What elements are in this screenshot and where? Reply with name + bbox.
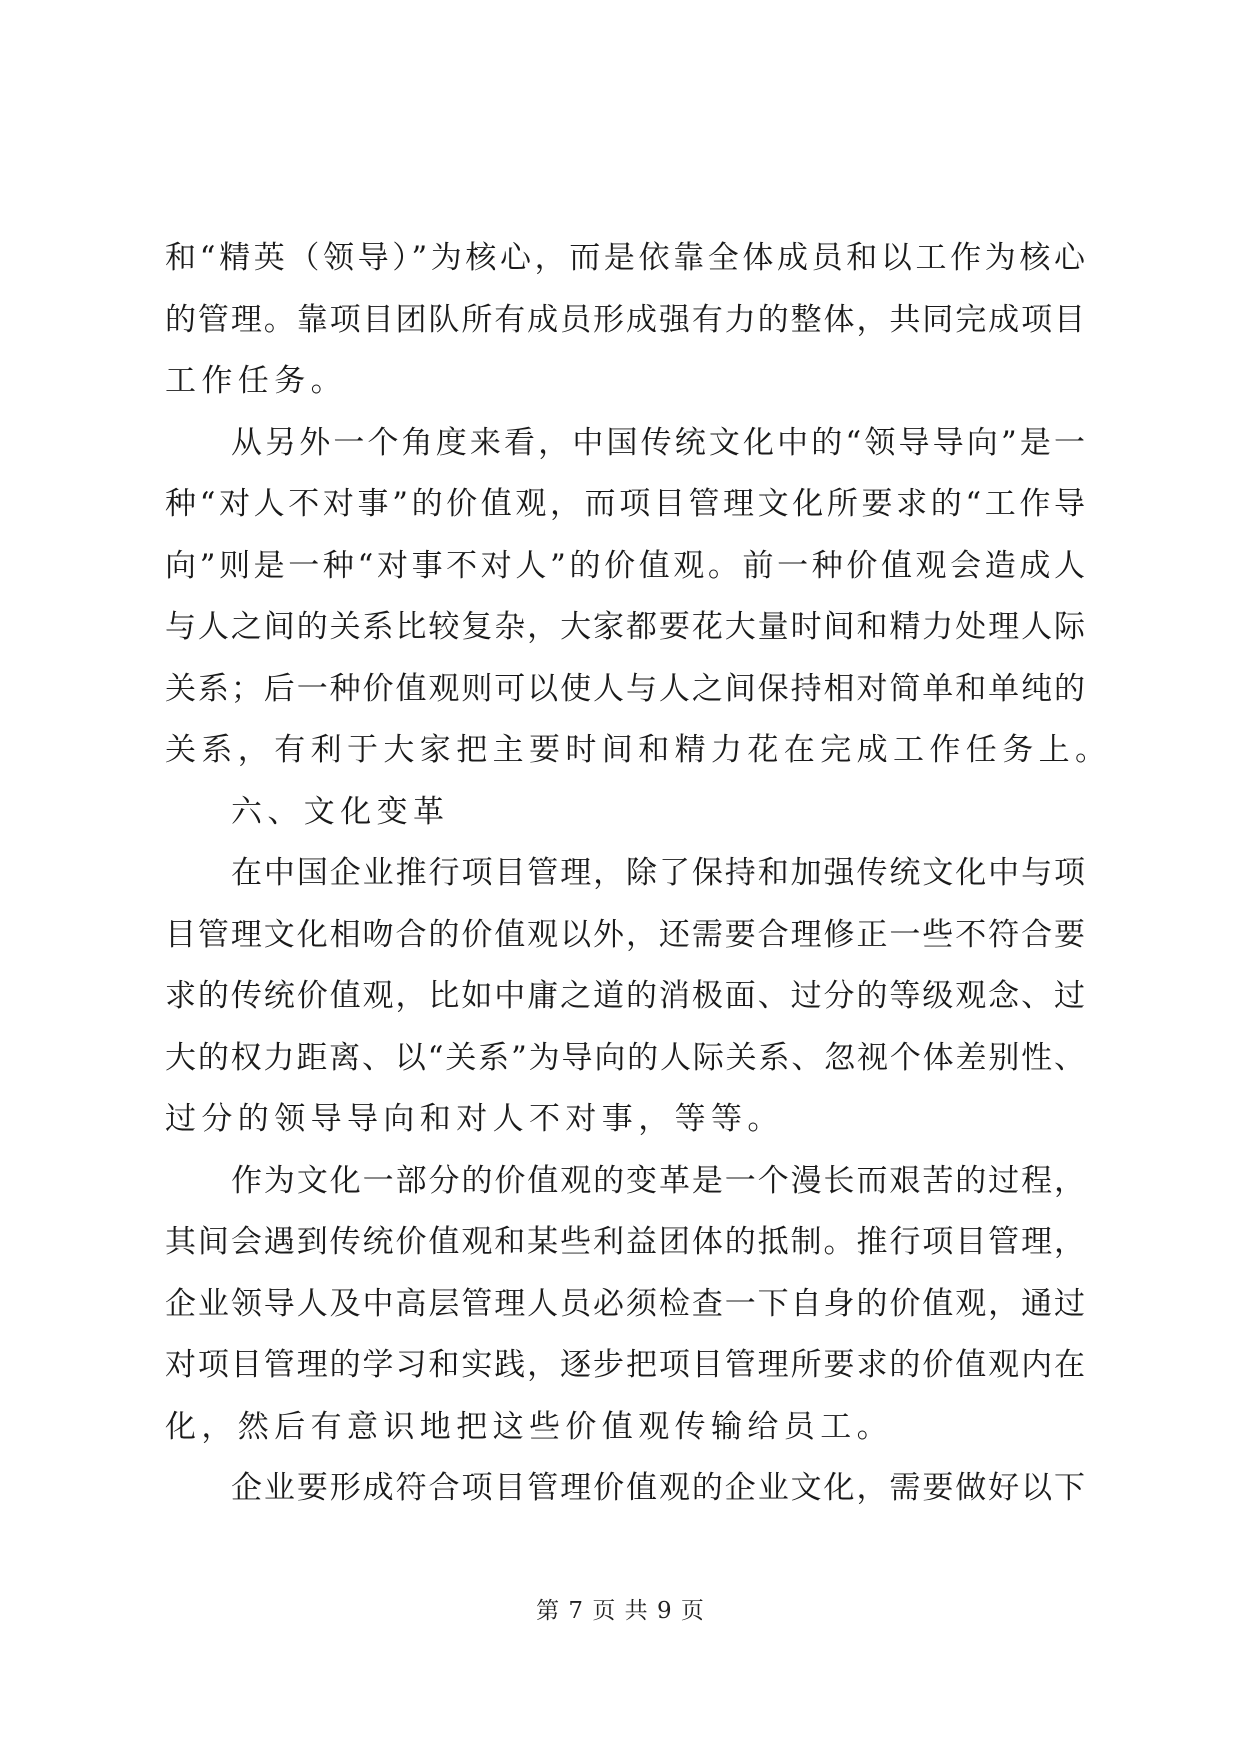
text-line: 其间会遇到传统价值观和某些利益团体的抵制。推行项目管理，: [165, 1224, 1085, 1260]
text-line: 企业领导人及中高层管理人员必须检查一下自身的价值观，通过: [165, 1285, 1085, 1322]
section-heading: 六、文化变革: [231, 793, 450, 830]
text-line: 求的传统价值观，比如中庸之道的消极面、过分的等级观念、过: [165, 978, 1085, 1014]
paragraph-first-line: 企业要形成符合项目管理价值观的企业文化，需要做好以下: [231, 1470, 1085, 1506]
text-line: 大的权力距离、以“关系”为导向的人际关系、忽视个体差别性、: [165, 1039, 1085, 1076]
text-line: 的管理。靠项目团队所有成员形成强有力的整体，共同完成项目: [165, 301, 1085, 338]
text-line: 和“精英（领导）”为核心，而是依靠全体成员和以工作为核心: [165, 240, 1085, 276]
text-line: 目管理文化相吻合的价值观以外，还需要合理修正一些不符合要: [165, 916, 1085, 953]
text-line: 种“对人不对事”的价值观，而项目管理文化所要求的“工作导: [165, 486, 1085, 522]
text-line: 对项目管理的学习和实践，逐步把项目管理所要求的价值观内在: [165, 1347, 1085, 1383]
text-line: 向”则是一种“对事不对人”的价值观。前一种价值观会造成人: [165, 547, 1085, 584]
paragraph-first-line: 在中国企业推行项目管理，除了保持和加强传统文化中与项: [231, 855, 1085, 891]
paragraph-first-line: 从另外一个角度来看，中国传统文化中的“领导导向”是一: [231, 424, 1085, 461]
text-line: 与人之间的关系比较复杂，大家都要花大量时间和精力处理人际: [165, 609, 1085, 645]
page-number-footer: 第 7 页 共 9 页: [536, 1598, 705, 1624]
text-line: 化，然后有意识地把这些价值观传输给员工。: [165, 1408, 893, 1445]
document-body: [165, 228, 1112, 1520]
text-line: 过分的领导导向和对人不对事，等等。: [165, 1101, 784, 1137]
paragraph-first-line: 作为文化一部分的价值观的变革是一个漫长而艰苦的过程，: [231, 1162, 1085, 1199]
text-line: 关系；后一种价值观则可以使人与人之间保持相对简单和单纯的: [165, 670, 1085, 707]
text-line: 关系，有利于大家把主要时间和精力花在完成工作任务上。: [165, 732, 1112, 768]
text-line: 工作任务。: [165, 363, 347, 399]
